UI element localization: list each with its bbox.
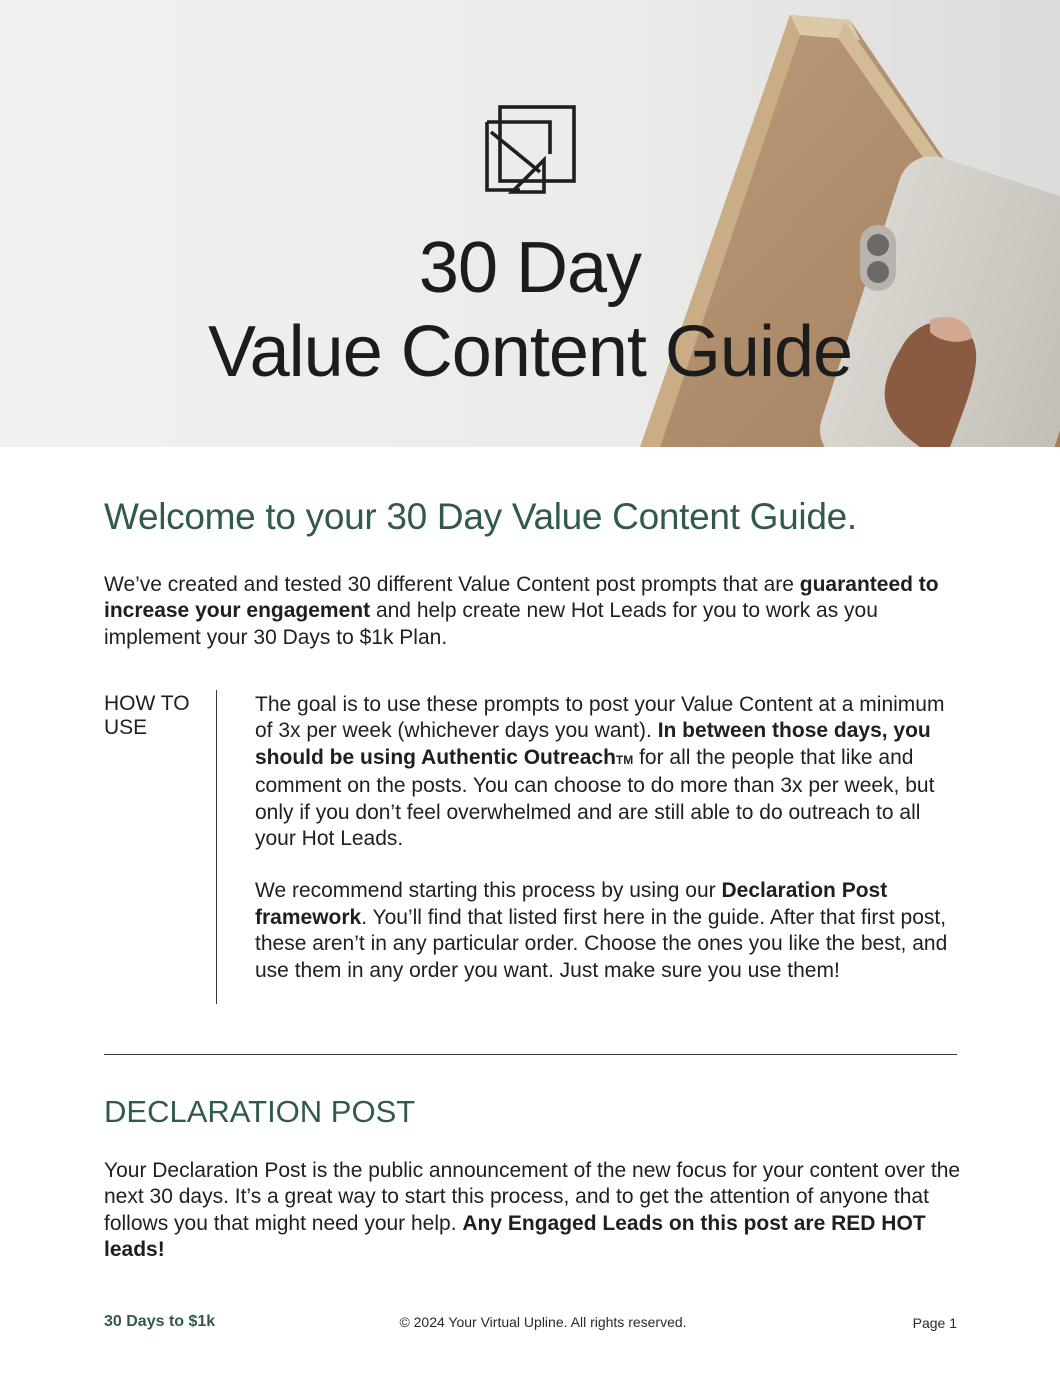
- intro-text-1: We’ve created and tested 30 different Value Content post prompts that are: [104, 573, 800, 596]
- how-to-use-label: HOW TO USE: [104, 692, 190, 739]
- intro-paragraph: [104, 572, 964, 651]
- footer-copyright: © 2024 Your Virtual Upline. All rights reserved.: [399, 1314, 687, 1330]
- stacked-squares-arrow-icon: [484, 104, 578, 198]
- declaration-post-heading: DECLARATION POST: [104, 1094, 416, 1129]
- hero-title-line-1: 30 Day: [418, 228, 642, 308]
- p2-text-a: We recommend starting this process by using our: [255, 879, 722, 903]
- intro-text-2: and help create new Hot Leads for you to work as you implement your 30 Days to $1k Plan.: [104, 599, 878, 649]
- hero-banner: [0, 0, 1060, 447]
- declaration-post-paragraph: [104, 1158, 964, 1264]
- declaration-bold-text: Any Engaged Leads on this post are RED HOT leads!: [104, 1211, 926, 1262]
- declaration-text: Your Declaration Post is the public announcement of the new focus for your content over the next 30 days. It’s a great way to start this process, and to get the attention of anyone that follows you that might need your help.: [104, 1159, 961, 1235]
- hero-title: [0, 226, 1060, 394]
- footer-guide-name: 30 Days to $1k: [104, 1313, 216, 1330]
- footer-page-number: Page 1: [912, 1315, 957, 1331]
- intro-bold-text: guaranteed to increase your engagement: [104, 573, 939, 623]
- p1-bold-inner: In between those days, you should be using Authentic Outreach: [255, 719, 931, 769]
- p1-text-b: for all the people that like and comment on the posts. You can choose to do more than 3x per week, but only if you don’t feel overwhelmed and are still able to do outreach to all your Hot Leads.: [255, 745, 935, 851]
- hero-title-line-2: Value Content Guide: [207, 312, 853, 392]
- p1-text-a: The goal is to use these prompts to post your Value Content at a minimum of 3x per week (whichever days you want).: [255, 693, 945, 743]
- p2-text-b: . You’ll find that listed first here in the guide. After that first post, these aren’t in any particular order. Choose the ones you like the best, and use them in any order you want. Just make sure you use them!: [255, 905, 948, 982]
- p2-bold-text: Declaration Post framework: [255, 879, 888, 929]
- how-to-use-paragraph-2: [255, 878, 965, 984]
- how-to-use-body: [255, 692, 965, 984]
- welcome-heading: Welcome to your 30 Day Value Content Guide.: [104, 496, 857, 537]
- trademark-mark: TM: [615, 752, 634, 767]
- how-to-use-vertical-rule: [216, 690, 217, 1004]
- section-divider: [104, 1054, 957, 1055]
- how-to-use-paragraph-1: [255, 692, 965, 852]
